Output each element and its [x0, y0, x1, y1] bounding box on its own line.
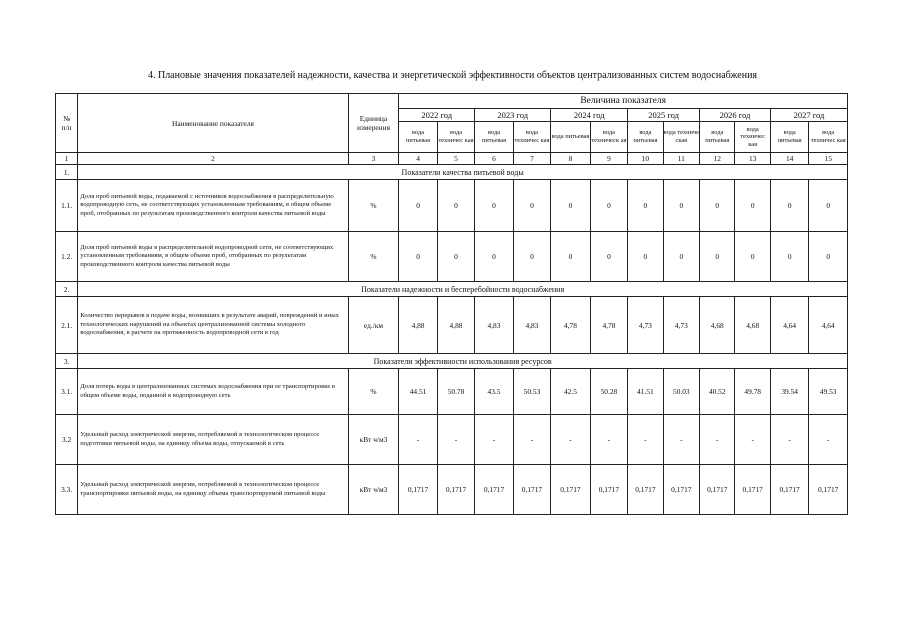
- column-number: 12: [700, 153, 735, 165]
- value-cell: -: [513, 415, 550, 465]
- column-number: 8: [551, 153, 590, 165]
- value-cell: 4,64: [770, 297, 808, 354]
- value-cell: 41.51: [628, 369, 663, 415]
- value-cell: 4,68: [735, 297, 770, 354]
- value-cell: 49.53: [809, 369, 848, 415]
- value-cell: 0,1717: [437, 465, 474, 515]
- header-value: Величина показателя: [399, 94, 848, 109]
- column-number: 3: [348, 153, 399, 165]
- column-number: 13: [735, 153, 770, 165]
- value-cell: 0: [437, 232, 474, 282]
- row-num: 1.1.: [56, 180, 78, 232]
- column-number: 5: [437, 153, 474, 165]
- value-cell: 4,83: [513, 297, 550, 354]
- column-numbers-row: [56, 153, 848, 165]
- value-cell: -: [590, 415, 627, 465]
- indicator-name: Количество перерывов в подаче воды, возникших в результате аварий, повреждений и иных технологических нарушений на объектах централизованной системы холодного водоснабжения, в расчете на протяженность водопроводной сети в год: [78, 297, 348, 354]
- value-cell: 4,78: [590, 297, 627, 354]
- column-number: 14: [770, 153, 808, 165]
- value-cell: 0: [770, 180, 808, 232]
- value-cell: 0: [513, 232, 550, 282]
- value-cell: 0: [399, 232, 437, 282]
- value-cell: 0,1717: [399, 465, 437, 515]
- section-num: 1.: [56, 165, 78, 180]
- indicator-name: Доля проб питьевой воды в распределительной водопроводной сети, не соответствующих установленным требованиям, в общем объеме проб, отобранных по результатам производственного контроля качества питьевой воды: [78, 232, 348, 282]
- value-cell: 4,73: [628, 297, 663, 354]
- value-cell: 4,88: [437, 297, 474, 354]
- value-cell: 0: [551, 180, 590, 232]
- value-cell: -: [809, 415, 848, 465]
- value-cell: 0: [475, 180, 513, 232]
- table-row: [56, 180, 848, 232]
- value-cell: 0,1717: [475, 465, 513, 515]
- value-cell: 0: [590, 232, 627, 282]
- value-cell: 0,1717: [735, 465, 770, 515]
- column-number: 1: [56, 153, 78, 165]
- row-num: 3.1.: [56, 369, 78, 415]
- section-num: 3.: [56, 354, 78, 369]
- column-number: 11: [663, 153, 699, 165]
- value-cell: 4,73: [663, 297, 699, 354]
- value-cell: -: [475, 415, 513, 465]
- value-cell: -: [437, 415, 474, 465]
- header-sub-drinking: вода питьевая: [475, 122, 513, 153]
- header-name: Наименование показателя: [78, 94, 348, 153]
- value-cell: -: [700, 415, 735, 465]
- header-year: 2022 год: [399, 109, 475, 122]
- value-cell: 0,1717: [590, 465, 627, 515]
- section-row: [56, 354, 848, 369]
- value-cell: 0,1717: [551, 465, 590, 515]
- header-year: 2026 год: [700, 109, 771, 122]
- value-cell: -: [663, 415, 699, 465]
- row-num: 3.3.: [56, 465, 78, 515]
- table-row: [56, 297, 848, 354]
- value-cell: 49.78: [735, 369, 770, 415]
- value-cell: 4,88: [399, 297, 437, 354]
- value-cell: 0: [628, 232, 663, 282]
- table-row: [56, 465, 848, 515]
- header-sub-drinking: вода питьевая: [399, 122, 437, 153]
- value-cell: 0: [700, 232, 735, 282]
- indicator-name: Удельный расход электрической энергии, потребляемой в технологическом процессе подготовки питьевой воды, на единицу объема воды, отпускаемой в сеть: [78, 415, 348, 465]
- value-cell: -: [770, 415, 808, 465]
- value-cell: 0,1717: [770, 465, 808, 515]
- value-cell: 0: [735, 232, 770, 282]
- row-unit: кВт ч/м3: [348, 465, 399, 515]
- value-cell: 4,64: [809, 297, 848, 354]
- row-unit: %: [348, 232, 399, 282]
- value-cell: 0,1717: [513, 465, 550, 515]
- value-cell: 0,1717: [628, 465, 663, 515]
- row-unit: %: [348, 180, 399, 232]
- header-unit: Единица измерения: [348, 94, 399, 153]
- header-sub-technical: вода техниче ская: [663, 122, 699, 153]
- table-row: [56, 232, 848, 282]
- column-number: 7: [513, 153, 550, 165]
- value-cell: 0: [809, 232, 848, 282]
- header-year: 2025 год: [628, 109, 700, 122]
- column-number: 9: [590, 153, 627, 165]
- value-cell: -: [628, 415, 663, 465]
- header-year: 2027 год: [770, 109, 847, 122]
- column-number: 2: [78, 153, 348, 165]
- table-row: [56, 369, 848, 415]
- value-cell: 0,1717: [663, 465, 699, 515]
- table-body: [56, 94, 848, 515]
- section-title: Показатели надежности и бесперебойности водоснабжения: [78, 282, 848, 297]
- column-number: 4: [399, 153, 437, 165]
- value-cell: 0: [809, 180, 848, 232]
- value-cell: 39.54: [770, 369, 808, 415]
- value-cell: 0: [663, 232, 699, 282]
- indicator-name: Удельный расход электрической энергии, потребляемой в технологическом процессе транспортировки питьевой воды, на единицу объема транспортируемой питьевой воды: [78, 465, 348, 515]
- value-cell: 0: [628, 180, 663, 232]
- row-num: 2.1.: [56, 297, 78, 354]
- value-cell: -: [551, 415, 590, 465]
- indicator-name: Доля проб питьевой воды, подаваемой с источников водоснабжения в распределительную водопроводную сеть, не соответствующих установленным требованиям, в общем объеме проб, отобранных по результатам производственного контроля качества питьевой воды: [78, 180, 348, 232]
- header-sub-technical: вода техничес кая: [437, 122, 474, 153]
- value-cell: -: [399, 415, 437, 465]
- column-number: 15: [809, 153, 848, 165]
- value-cell: 0: [663, 180, 699, 232]
- section-row: [56, 165, 848, 180]
- value-cell: 0: [399, 180, 437, 232]
- value-cell: 43.5: [475, 369, 513, 415]
- value-cell: -: [735, 415, 770, 465]
- value-cell: 42.5: [551, 369, 590, 415]
- value-cell: 0: [590, 180, 627, 232]
- header-sub-technical: вода техничес кая: [735, 122, 770, 153]
- value-cell: 50.78: [437, 369, 474, 415]
- header-sub-technical: вода техническ ая: [590, 122, 627, 153]
- header-year: 2024 год: [551, 109, 628, 122]
- value-cell: 4,78: [551, 297, 590, 354]
- value-cell: 0: [700, 180, 735, 232]
- header-row: [56, 94, 848, 109]
- row-unit: кВт ч/м3: [348, 415, 399, 465]
- header-sub-drinking: вода питьевая: [770, 122, 808, 153]
- column-number: 10: [628, 153, 663, 165]
- header-sub-technical: вода техничес кая: [809, 122, 848, 153]
- value-cell: 44.51: [399, 369, 437, 415]
- value-cell: 40.52: [700, 369, 735, 415]
- section-num: 2.: [56, 282, 78, 297]
- value-cell: 50.53: [513, 369, 550, 415]
- header-year: 2023 год: [475, 109, 551, 122]
- value-cell: 0: [770, 232, 808, 282]
- row-num: 1.2.: [56, 232, 78, 282]
- value-cell: 0: [551, 232, 590, 282]
- indicators-table: [55, 93, 848, 515]
- value-cell: 4,68: [700, 297, 735, 354]
- value-cell: 4,83: [475, 297, 513, 354]
- row-num: 3.2: [56, 415, 78, 465]
- value-cell: 50.28: [590, 369, 627, 415]
- section-title: Показатели эффективности использования ресурсов: [78, 354, 848, 369]
- value-cell: 0,1717: [809, 465, 848, 515]
- header-sub-drinking: вода питьевая: [551, 122, 590, 153]
- value-cell: 0: [475, 232, 513, 282]
- header-sub-drinking: вода питьевая: [700, 122, 735, 153]
- value-cell: 0,1717: [700, 465, 735, 515]
- value-cell: 0: [513, 180, 550, 232]
- row-unit: %: [348, 369, 399, 415]
- header-sub-technical: вода техничес кая: [513, 122, 550, 153]
- value-cell: 0: [735, 180, 770, 232]
- column-number: 6: [475, 153, 513, 165]
- indicator-name: Доля потерь воды в централизованных системах водоснабжения при ее транспортировке в общем объеме воды, поданной в водопроводную сеть: [78, 369, 348, 415]
- header-sub-drinking: вода питьевая: [628, 122, 663, 153]
- section-row: [56, 282, 848, 297]
- section-title: Показатели качества питьевой воды: [78, 165, 848, 180]
- table-row: [56, 415, 848, 465]
- document-title: 4. Плановые значения показателей надежности, качества и энергетической эффективности объектов централизованных систем водоснабжения: [147, 70, 758, 81]
- row-unit: ед./км: [348, 297, 399, 354]
- header-num: № п/п: [56, 94, 78, 153]
- value-cell: 50.03: [663, 369, 699, 415]
- value-cell: 0: [437, 180, 474, 232]
